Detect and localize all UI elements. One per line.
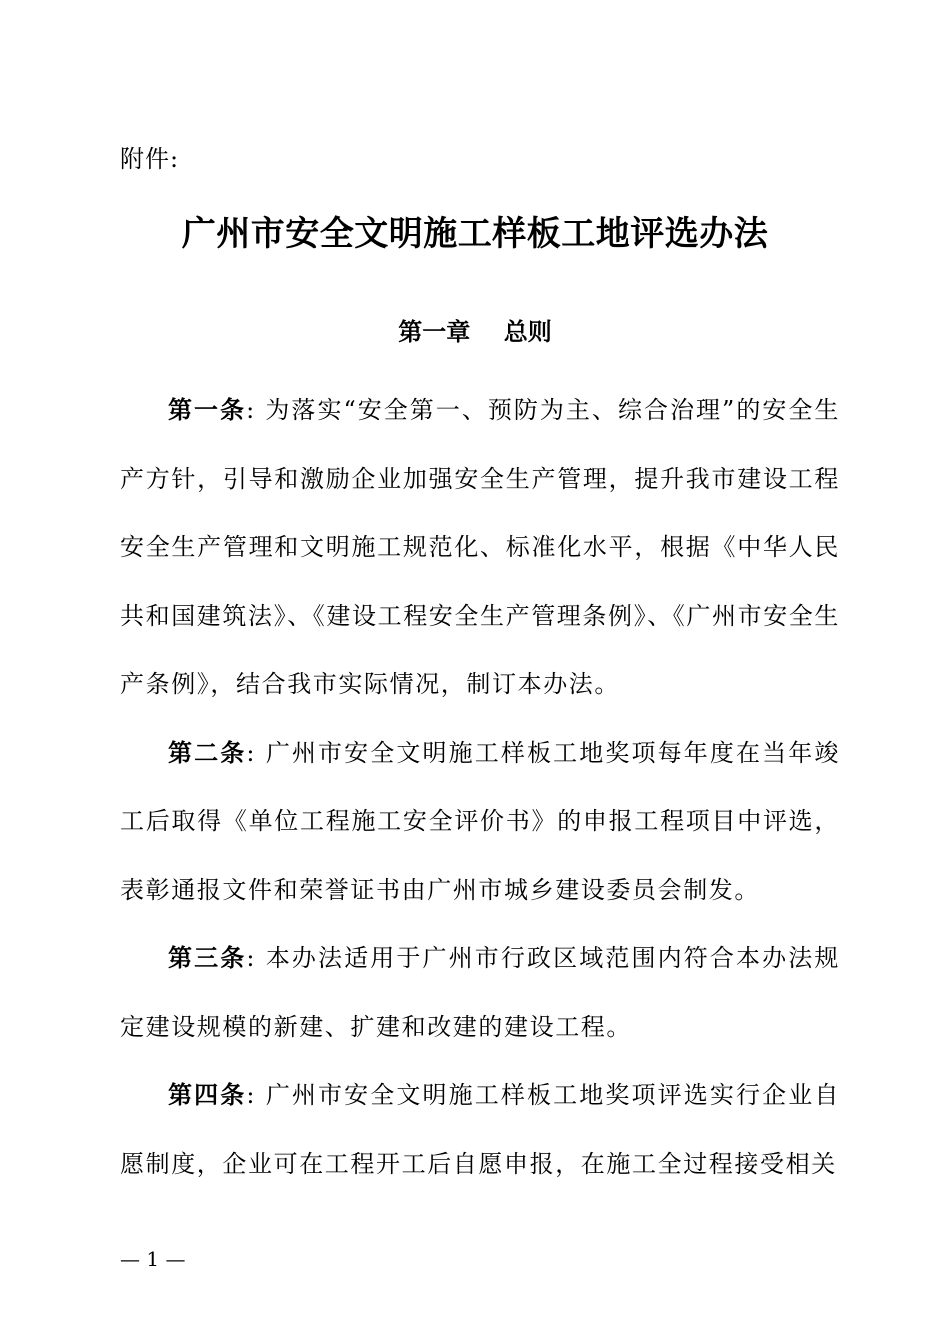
article-1 (120, 376, 840, 719)
article-separator: : (246, 1081, 266, 1109)
article-number: 第二条 (168, 738, 247, 767)
article-3 (120, 924, 840, 1061)
article-text: 广州市安全文明施工样板工地奖项评选实行企业自愿制度，企业可在工程开工后自愿申报，在施工全过程接受相关 (120, 1081, 840, 1178)
article-text: 为落实“安全第一、预防为主、综合治理”的安全生产方针，引导和激励企业加强安全生产管理，提升我市建设工程安全生产管理和文明施工规范化、标准化水平，根据《中华人民共和国建筑法》、《建设工程安全生产管理条例》、《广州市安全生产条例》，结合我市实际情况，制订本办法。 (120, 396, 840, 698)
article-separator: : (246, 738, 266, 767)
article-2 (120, 719, 840, 925)
article-separator: : (246, 396, 266, 424)
page-number: — 1 — (120, 1247, 186, 1271)
chapter-heading: 第一章 总则 (398, 318, 552, 346)
article-text: 广州市安全文明施工样板工地奖项每年度在当年竣工后取得《单位工程施工安全评价书》的申报工程项目中评选，表彰通报文件和荣誉证书由广州市城乡建设委员会制发。 (120, 738, 840, 904)
article-4 (120, 1061, 840, 1198)
article-separator: : (246, 944, 266, 972)
document-body (120, 376, 840, 1198)
article-number: 第三条 (168, 944, 247, 972)
attachment-label: 附件: (120, 145, 180, 173)
article-number: 第一条 (168, 396, 247, 424)
document-title: 广州市安全文明施工样板工地评选办法 (181, 214, 769, 254)
article-text: 本办法适用于广州市行政区域范围内符合本办法规定建设规模的新建、扩建和改建的建设工程。 (120, 944, 840, 1041)
article-number: 第四条 (168, 1081, 247, 1109)
